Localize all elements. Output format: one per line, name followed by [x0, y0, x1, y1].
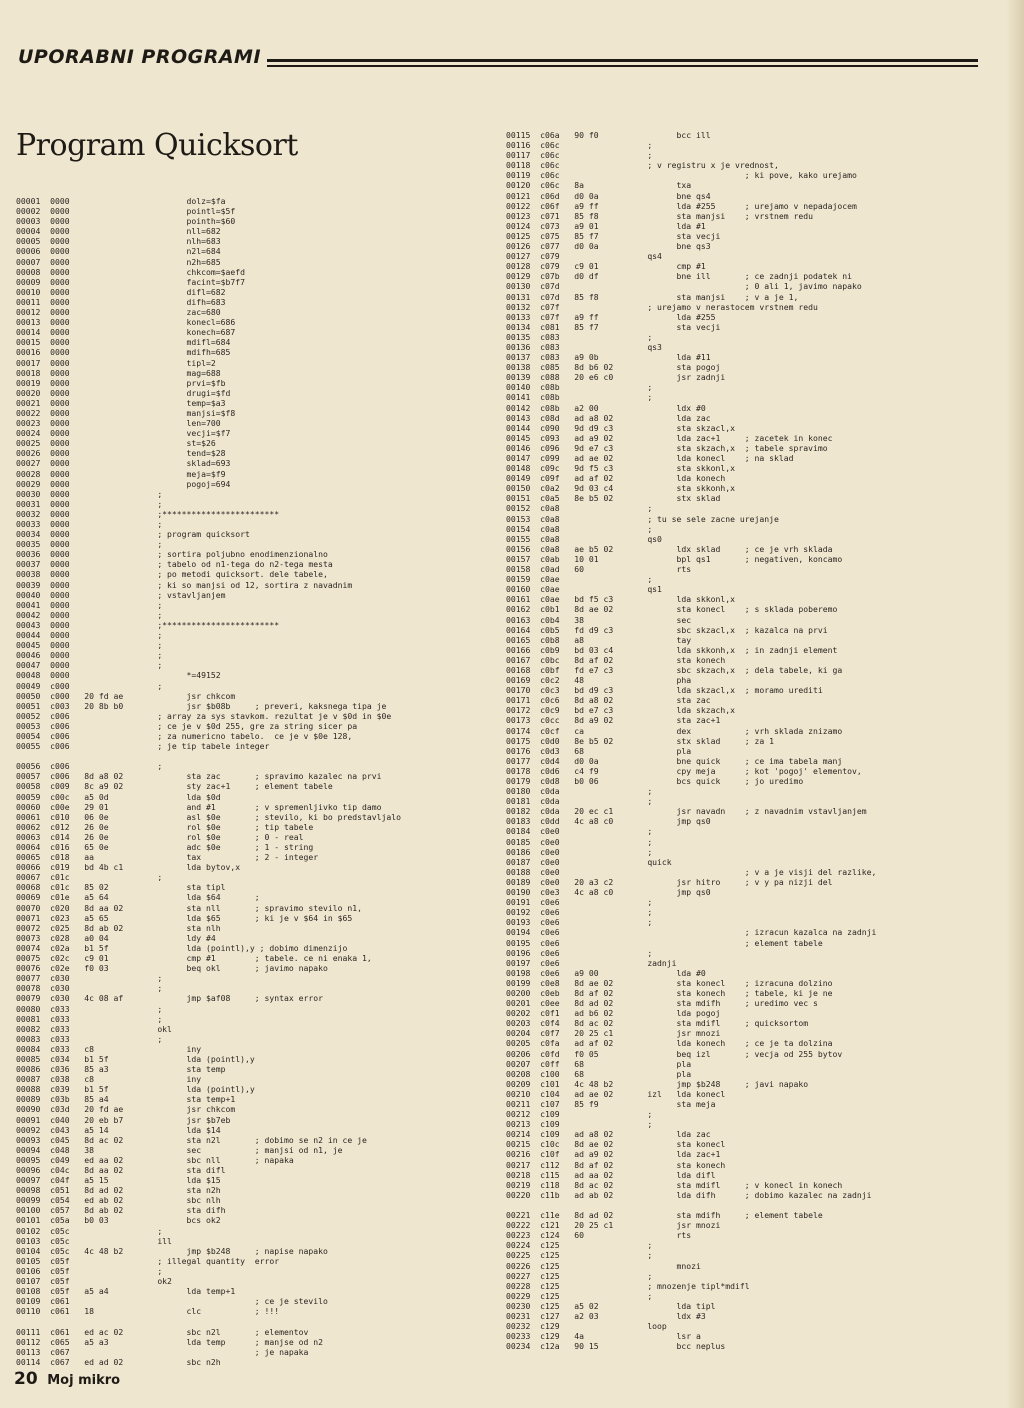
code-line: 00023 0000 len=700 [16, 418, 221, 429]
code-line: 00167 c0bc 8d af 02 sta konech [506, 654, 726, 665]
code-line: 00068 c01c 85 02 sta tipl [16, 882, 226, 893]
code-line: 00119 c06c ; ki pove, kako urejamo [506, 170, 857, 181]
code-line: 00036 0000 ; sortira poljubno enodimenzionalno [16, 549, 328, 560]
code-line: 00051 c003 20 8b b0 jsr $b08b ; preveri, kaksnega tipa je [16, 700, 387, 711]
code-line: 00094 c048 38 sec ; manjsi od n1, je [16, 1144, 343, 1155]
code-line: 00233 c129 4a lsr a [506, 1331, 701, 1342]
code-line: 00063 c014 26 0e rol $0e ; 0 - real [16, 831, 304, 842]
code-line: 00217 c112 8d af 02 sta konech [506, 1159, 726, 1170]
code-line: 00098 c051 8d ad 02 sta n2h [16, 1185, 221, 1196]
code-line: 00152 c0a8 ; [506, 503, 653, 514]
code-line: 00084 c033 c8 iny [16, 1043, 202, 1054]
code-line: 00138 c085 8d b6 02 sta pogoj [506, 362, 721, 373]
code-line: 00087 c038 c8 iny [16, 1074, 202, 1085]
code-line: 00197 c0e6 zadnji [506, 957, 677, 968]
code-line: 00216 c10f ad a9 02 lda zac+1 [506, 1149, 721, 1160]
code-line: 00209 c101 4c 48 b2 jmp $b248 ; javi napako [506, 1078, 809, 1089]
code-line: 00118 c06c ; v registru x je vrednost, [506, 160, 779, 171]
code-line: 00220 c11b ad ab 02 lda difh ; dobimo kazalec na zadnji [506, 1189, 872, 1200]
code-line: 00159 c0ae ; [506, 574, 653, 585]
code-line: 00172 c0c9 bd e7 c3 lda skzach,x [506, 705, 736, 716]
code-line: 00174 c0cf ca dex ; vrh sklada znizamo [506, 725, 843, 736]
code-line: 00135 c083 ; [506, 331, 653, 342]
code-line: 00123 c071 85 f8 sta manjsi ; vrstnem redu [506, 210, 813, 221]
code-line: 00077 c030 ; [16, 973, 163, 984]
code-line: 00040 0000 ; vstavljanjem [16, 589, 226, 600]
code-line: 00025 0000 st=$26 [16, 438, 216, 449]
code-line: 00017 0000 tipl=2 [16, 357, 216, 368]
code-line: 00020 0000 drugi=$fd [16, 387, 231, 398]
code-line: 00039 0000 ; ki so manjsi od 12, sortira z navadnim [16, 579, 353, 590]
code-line: 00163 c0b4 38 sec [506, 614, 692, 625]
code-line: 00034 0000 ; program quicksort [16, 529, 250, 540]
code-line: 00061 c010 06 0e asl $0e ; stevilo, ki bo predstavljalo [16, 811, 401, 822]
code-line: 00165 c0b8 a8 tay [506, 634, 692, 645]
code-line: 00168 c0bf fd e7 c3 sbc skzach,x ; dela tabele, ki ga [506, 664, 843, 675]
code-line: 00069 c01e a5 64 lda $64 ; [16, 892, 260, 903]
code-line: 00108 c05f a5 a4 lda temp+1 [16, 1286, 236, 1297]
code-line: 00091 c040 20 eb b7 jsr $b7eb [16, 1114, 231, 1125]
code-line: 00211 c107 85 f9 sta meja [506, 1099, 716, 1109]
code-line: 00007 0000 n2h=685 [16, 256, 221, 267]
code-line: 00214 c109 ad a8 02 lda zac [506, 1129, 711, 1140]
code-line: 00090 c03d 20 fd ae jsr chkcom [16, 1104, 236, 1115]
code-line: 00041 0000 ; [16, 599, 163, 610]
code-line: 00173 c0cc 8d a9 02 sta zac+1 [506, 715, 721, 726]
code-line: 00144 c090 9d d9 c3 sta skzacl,x [506, 422, 736, 433]
code-line: 00133 c07f a9 ff lda #255 [506, 311, 716, 322]
code-line: 00111 c061 ed ac 02 sbc n2l ; elementov [16, 1326, 309, 1337]
code-line: 00014 0000 konech=687 [16, 327, 236, 338]
code-line: 00203 c0f4 8d ac 02 sta mdifl ; quicksortom [506, 1018, 809, 1029]
page-footer [14, 1369, 120, 1389]
code-line: 00195 c0e6 ; element tabele [506, 937, 823, 948]
code-line: 00223 c124 60 rts [506, 1230, 692, 1241]
code-line: 00190 c0e3 4c a8 c0 jmp qs0 [506, 887, 711, 898]
code-line: 00150 c0a2 9d 03 c4 sta skkonh,x [506, 483, 736, 494]
code-listing-right [506, 130, 876, 1351]
code-line: 00093 c045 8d ac 02 sta n2l ; dobimo se n2 in ce je [16, 1134, 367, 1145]
code-listing-left [16, 196, 401, 1367]
code-line: 00052 c006 ; array za sys stavkom. rezultat je v $0d in $0e [16, 710, 392, 721]
code-line: 00071 c023 a5 65 lda $65 ; ki je v $64 in $65 [16, 912, 353, 923]
code-line: 00205 c0fa ad af 02 lda konech ; ce je ta dolzina [506, 1038, 833, 1049]
code-line: 00050 c000 20 fd ae jsr chkcom [16, 690, 236, 701]
code-line [16, 1316, 401, 1326]
code-line: 00058 c009 8c a9 02 sty zac+1 ; element tabele [16, 781, 333, 792]
code-line: 00045 0000 ; [16, 640, 163, 651]
code-line: 00124 c073 a9 01 lda #1 [506, 220, 706, 231]
code-line: 00184 c0e0 ; [506, 826, 653, 837]
code-line: 00169 c0c2 48 pha [506, 675, 692, 686]
code-line: 00166 c0b9 bd 03 c4 lda skkonh,x ; in zadnji element [506, 644, 838, 655]
code-line: 00213 c109 ; [506, 1119, 653, 1130]
code-line: 00030 0000 ; [16, 488, 163, 499]
code-line: 00125 c075 85 f7 sta vecji [506, 230, 721, 241]
code-line: 00082 c033 okl [16, 1023, 172, 1034]
code-line: 00103 c05c ill [16, 1235, 172, 1246]
code-line: 00114 c067 ed ad 02 sbc n2h [16, 1356, 221, 1367]
code-line: 00147 c099 ad ae 02 lda konecl ; na sklad [506, 453, 794, 463]
code-line: 00221 c11e 8d ad 02 sta mdifh ; element tabele [506, 1210, 823, 1221]
code-line: 00037 0000 ; tabelo od n1-tega do n2-tega mesta [16, 559, 333, 570]
code-line: 00130 c07d ; 0 ali 1, javimo napako [506, 281, 862, 292]
code-line: 00054 c006 ; za numericno tabelo. ce je v $0e 128, [16, 730, 353, 741]
code-line: 00204 c0f7 20 25 c1 jsr mnozi [506, 1028, 721, 1039]
page-number: 20 [14, 1369, 38, 1389]
code-line: 00053 c006 ; ce je v $0d 255, gre za string sicer pa [16, 720, 358, 731]
code-line: 00095 c049 ed aa 02 sbc nll ; napaka [16, 1154, 294, 1165]
code-line: 00064 c016 65 0e adc $0e ; 1 - string [16, 842, 314, 852]
code-line: 00178 c0d6 c4 f9 cpy meja ; kot 'pogoj' elementov, [506, 765, 862, 776]
code-line: 00200 c0eb 8d af 02 sta konech ; tabele, ki je ne [506, 987, 833, 998]
code-line: 00021 0000 temp=$a3 [16, 397, 226, 408]
code-line: 00207 c0ff 68 pla [506, 1058, 692, 1069]
code-line: 00201 c0ee 8d ad 02 sta mdifh ; uredimo vec s [506, 998, 818, 1009]
code-line: 00099 c054 ed ab 02 sbc nlh [16, 1195, 221, 1206]
code-line: 00070 c020 8d aa 02 sta nll ; spravimo stevilo n1, [16, 902, 362, 913]
code-line: 00048 0000 *=49152 [16, 670, 221, 681]
code-line: 00049 c000 ; [16, 680, 163, 691]
code-line: 00143 c08d ad a8 02 lda zac [506, 412, 711, 423]
code-line: 00006 0000 n2l=684 [16, 246, 221, 257]
code-line: 00032 0000 ;************************ [16, 508, 280, 519]
code-line: 00180 c0da ; [506, 786, 653, 797]
code-line: 00225 c125 ; [506, 1250, 653, 1261]
code-line: 00158 c0ad 60 rts [506, 564, 692, 575]
code-line: 00096 c04c 8d aa 02 sta difl [16, 1165, 226, 1175]
code-line: 00075 c02c c9 01 cmp #1 ; tabele. ce ni enaka 1, [16, 953, 372, 964]
code-line: 00149 c09f ad af 02 lda konech [506, 473, 726, 484]
code-line: 00160 c0ae qs1 [506, 584, 662, 595]
code-line: 00215 c10c 8d ae 02 sta konecl [506, 1139, 726, 1150]
code-line: 00127 c079 qs4 [506, 251, 662, 262]
section-title: UPORABNI PROGRAMI [18, 46, 267, 68]
code-line: 00193 c0e6 ; [506, 917, 653, 928]
code-line: 00157 c0ab 10 01 bpl qs1 ; negativen, koncamo [506, 553, 843, 564]
code-line: 00089 c03b 85 a4 sta temp+1 [16, 1094, 236, 1105]
code-line: 00202 c0f1 ad b6 02 lda pogoj [506, 1008, 721, 1019]
code-line: 00224 c125 ; [506, 1240, 653, 1251]
code-line: 00182 c0da 20 ec c1 jsr navadn ; z navadnim vstavljanjem [506, 806, 867, 817]
code-line: 00029 0000 pogoj=694 [16, 478, 231, 489]
code-line: 00229 c125 ; [506, 1290, 653, 1301]
code-line: 00079 c030 4c 08 af jmp $af08 ; syntax error [16, 993, 323, 1004]
code-line: 00055 c006 ; je tip tabele integer [16, 741, 270, 752]
code-line: 00066 c019 bd 4b c1 lda bytov,x [16, 862, 241, 873]
code-line: 00228 c125 ; mnozenje tipl*mdifl [506, 1280, 750, 1291]
code-line: 00035 0000 ; [16, 539, 163, 550]
code-line: 00164 c0b5 fd d9 c3 sbc skzacl,x ; kazalca na prvi [506, 624, 828, 635]
code-line: 00145 c093 ad a9 02 lda zac+1 ; zacetek in konec [506, 432, 833, 443]
code-line: 00208 c100 68 pla [506, 1068, 692, 1079]
code-line: 00065 c018 aa tax ; 2 - integer [16, 852, 319, 863]
code-line: 00134 c081 85 f7 sta vecji [506, 321, 721, 332]
code-line: 00234 c12a 90 15 bcc neplus [506, 1341, 726, 1352]
code-line: 00219 c118 8d ac 02 sta mdifl ; v konecl in konech [506, 1179, 843, 1190]
code-line: 00013 0000 konecl=686 [16, 317, 236, 328]
code-line: 00226 c125 mnozi [506, 1260, 701, 1271]
code-line: 00031 0000 ; [16, 498, 163, 509]
article-title: Program Quicksort [16, 128, 298, 163]
code-line: 00121 c06d d0 0a bne qs4 [506, 190, 711, 201]
code-line: 00115 c06a 90 f0 bcc ill [506, 130, 711, 140]
code-line: 00131 c07d 85 f8 sta manjsi ; v a je 1, [506, 291, 799, 302]
section-header [18, 46, 978, 76]
code-line: 00062 c012 26 0e rol $0e ; tip tabele [16, 821, 314, 832]
code-line: 00177 c0d4 d0 0a bne quick ; ce ima tabela manj [506, 755, 843, 766]
code-line: 00179 c0d8 b0 06 bcs quick ; jo uredimo [506, 776, 804, 786]
code-line [16, 751, 401, 761]
code-line: 00126 c077 d0 0a bne qs3 [506, 241, 711, 252]
code-line: 00086 c036 85 a3 sta temp [16, 1064, 226, 1075]
code-line: 00191 c0e6 ; [506, 897, 653, 908]
code-line: 00046 0000 ; [16, 650, 163, 661]
code-line: 00076 c02e f0 03 beq okl ; javimo napako [16, 963, 328, 974]
code-line: 00128 c079 c9 01 cmp #1 [506, 261, 706, 272]
code-line: 00027 0000 sklad=693 [16, 458, 231, 469]
code-line: 00024 0000 vecji=$f7 [16, 428, 231, 439]
code-line: 00107 c05f ok2 [16, 1276, 172, 1287]
code-line: 00097 c04f a5 15 lda $15 [16, 1175, 221, 1186]
code-line: 00227 c125 ; [506, 1270, 653, 1281]
code-line: 00004 0000 nll=682 [16, 226, 221, 237]
code-line: 00072 c025 8d ab 02 sta nlh [16, 922, 221, 933]
code-line: 00080 c033 ; [16, 1003, 163, 1014]
code-line: 00188 c0e0 ; v a je visji del razlike, [506, 866, 877, 877]
code-line: 00003 0000 pointh=$60 [16, 216, 236, 227]
code-line: 00155 c0a8 qs0 [506, 533, 662, 544]
code-line: 00057 c006 8d a8 02 sta zac ; spravimo kazalec na prvi [16, 771, 382, 782]
code-line: 00026 0000 tend=$28 [16, 448, 226, 459]
code-line: 00113 c067 ; je napaka [16, 1346, 309, 1357]
code-line: 00146 c096 9d e7 c3 sta skzach,x ; tabele spravimo [506, 442, 828, 453]
code-line: 00073 c028 a0 04 ldy #4 [16, 932, 216, 943]
code-line: 00043 0000 ;************************ [16, 619, 280, 630]
code-line: 00005 0000 nlh=683 [16, 236, 221, 247]
code-line: 00136 c083 qs3 [506, 341, 662, 352]
code-line: 00038 0000 ; po metodi quicksort. dele tabele, [16, 569, 328, 580]
code-line: 00083 c033 ; [16, 1033, 163, 1044]
code-line: 00060 c00e 29 01 and #1 ; v spremenljivko tip damo [16, 801, 382, 812]
code-line: 00156 c0a8 ae b5 02 ldx sklad ; ce je vrh sklada [506, 543, 833, 554]
code-line: 00109 c061 ; ce je stevilo [16, 1296, 328, 1307]
code-line: 00088 c039 b1 5f lda (pointl),y [16, 1084, 255, 1095]
code-line: 00141 c08b ; [506, 392, 653, 403]
code-line: 00009 0000 facint=$b7f7 [16, 276, 246, 287]
code-line: 00101 c05a b0 03 bcs ok2 [16, 1215, 221, 1226]
code-line: 00232 c129 loop [506, 1321, 667, 1332]
code-line: 00019 0000 prvi=$fb [16, 377, 226, 388]
code-line: 00022 0000 manjsi=$f8 [16, 407, 236, 418]
code-line: 00196 c0e6 ; [506, 947, 653, 958]
code-line: 00139 c088 20 e6 c0 jsr zadnji [506, 372, 726, 383]
code-line: 00122 c06f a9 ff lda #255 ; urejamo v nepadajocem [506, 200, 857, 211]
code-line: 00137 c083 a9 0b lda #11 [506, 352, 711, 363]
code-line: 00181 c0da ; [506, 796, 653, 807]
code-line: 00011 0000 difh=683 [16, 296, 226, 307]
code-line: 00001 0000 dolz=$fa [16, 196, 226, 206]
code-line: 00018 0000 mag=688 [16, 367, 221, 378]
magazine-name: Moj mikro [47, 1373, 121, 1388]
code-line: 00117 c06c ; [506, 150, 653, 161]
code-line: 00140 c08b ; [506, 382, 653, 393]
code-line: 00112 c065 a5 a3 lda temp ; manjse od n2 [16, 1336, 323, 1347]
code-line: 00116 c06c ; [506, 140, 653, 151]
code-line: 00212 c109 ; [506, 1109, 653, 1120]
code-line: 00078 c030 ; [16, 983, 163, 994]
code-line: 00002 0000 pointl=$5f [16, 206, 236, 217]
code-line: 00231 c127 a2 03 ldx #3 [506, 1310, 706, 1321]
code-line: 00104 c05c 4c 48 b2 jmp $b248 ; napise napako [16, 1245, 328, 1256]
code-line: 00132 c07f ; urejamo v nerastocem vrstnem redu [506, 301, 818, 312]
code-line: 00170 c0c3 bd d9 c3 lda skzacl,x ; moramo urediti [506, 685, 823, 696]
code-line: 00047 0000 ; [16, 660, 163, 671]
code-line: 00176 c0d3 68 pla [506, 745, 692, 756]
code-line: 00154 c0a8 ; [506, 523, 653, 534]
code-line: 00206 c0fd f0 05 beq izl ; vecja od 255 bytov [506, 1048, 843, 1059]
code-line [506, 1200, 876, 1210]
code-line: 00171 c0c6 8d a8 02 sta zac [506, 695, 711, 706]
code-line: 00085 c034 b1 5f lda (pointl),y [16, 1053, 255, 1064]
code-line: 00185 c0e0 ; [506, 836, 653, 847]
code-line: 00183 c0dd 4c a8 c0 jmp qs0 [506, 816, 711, 827]
code-line: 00081 c033 ; [16, 1013, 163, 1024]
code-line: 00016 0000 mdifh=685 [16, 347, 231, 358]
code-line: 00187 c0e0 quick [506, 856, 672, 867]
code-line: 00067 c01c ; [16, 872, 163, 883]
code-line: 00218 c115 ad aa 02 lda difl [506, 1169, 716, 1180]
code-line: 00033 0000 ; [16, 519, 163, 529]
code-line: 00230 c125 a5 02 lda tipl [506, 1300, 716, 1311]
code-line: 00092 c043 a5 14 lda $14 [16, 1124, 221, 1135]
code-line: 00162 c0b1 8d ae 02 sta konecl ; s sklada poberemo [506, 604, 838, 615]
page-fold-shadow [1006, 0, 1024, 1408]
code-line: 00189 c0e0 20 a3 c2 jsr hitro ; v y pa nizji del [506, 876, 833, 887]
code-line: 00010 0000 difl=682 [16, 286, 226, 297]
code-line: 00106 c05f ; [16, 1265, 163, 1276]
code-line: 00129 c07b d0 df bne ill ; ce zadnji podatek ni [506, 271, 852, 282]
code-line: 00210 c104 ad ae 02 izl lda konecl [506, 1088, 726, 1099]
code-line: 00151 c0a5 8e b5 02 stx sklad [506, 493, 721, 504]
code-line: 00199 c0e8 8d ae 02 sta konecl ; izracuna dolzino [506, 977, 833, 988]
code-line: 00192 c0e6 ; [506, 907, 653, 918]
code-line: 00186 c0e0 ; [506, 846, 653, 857]
code-line: 00148 c09c 9d f5 c3 sta skkonl,x [506, 463, 736, 474]
code-line: 00142 c08b a2 00 ldx #0 [506, 402, 706, 413]
code-line: 00044 0000 ; [16, 630, 163, 641]
code-line: 00042 0000 ; [16, 609, 163, 620]
code-line: 00100 c057 8d ab 02 sta difh [16, 1205, 226, 1216]
code-line: 00056 c006 ; [16, 761, 163, 772]
code-line: 00153 c0a8 ; tu se sele zacne urejanje [506, 513, 779, 524]
code-line: 00222 c121 20 25 c1 jsr mnozi [506, 1220, 721, 1231]
code-line: 00110 c061 18 clc ; !!! [16, 1306, 280, 1317]
code-line: 00120 c06c 8a txa [506, 180, 692, 191]
code-line: 00028 0000 meja=$f9 [16, 468, 226, 479]
code-line: 00161 c0ae bd f5 c3 lda skkonl,x [506, 594, 736, 605]
code-line: 00198 c0e6 a9 00 lda #0 [506, 967, 706, 978]
code-line: 00074 c02a b1 5f lda (pointl),y ; dobimo dimenzijo [16, 942, 348, 953]
code-line: 00105 c05f ; illegal quantity error [16, 1255, 280, 1266]
code-line: 00059 c00c a5 0d lda $0d [16, 791, 221, 802]
code-line: 00102 c05c ; [16, 1225, 163, 1236]
code-line: 00194 c0e6 ; izracun kazalca na zadnji [506, 927, 877, 938]
code-line: 00175 c0d0 8e b5 02 stx sklad ; za 1 [506, 735, 775, 746]
code-line: 00008 0000 chkcom=$aefd [16, 266, 246, 277]
code-line: 00015 0000 mdifl=684 [16, 337, 231, 348]
code-line: 00012 0000 zac=680 [16, 307, 221, 318]
